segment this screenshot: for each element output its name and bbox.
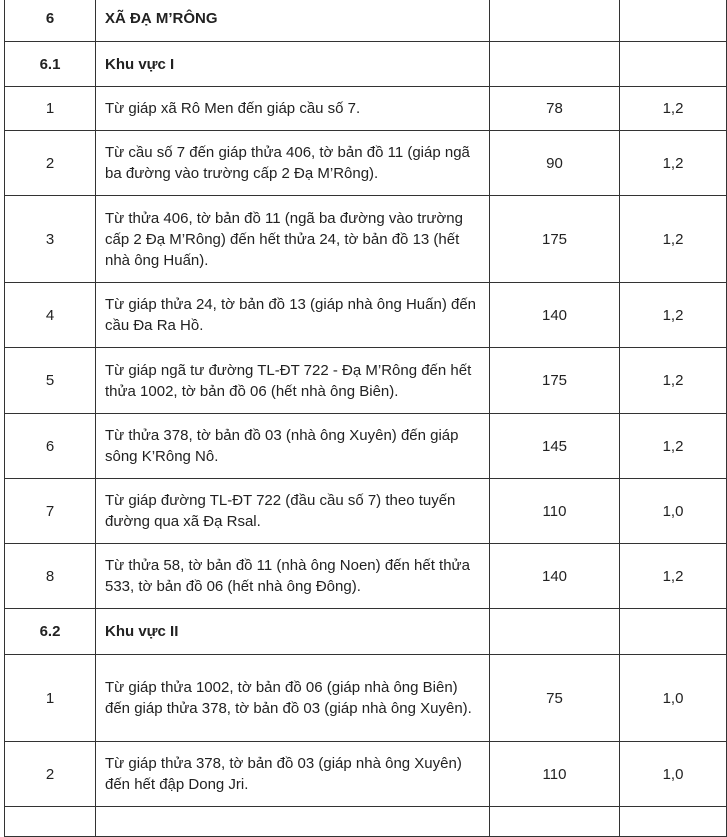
table-row	[5, 655, 727, 742]
cell-value	[490, 609, 620, 655]
cell-desc: Từ thửa 58, tờ bản đồ 11 (nhà ông Noen) đến hết thửa 533, tờ bản đồ 06 (hết nhà ông Đông).	[96, 544, 490, 609]
cell-value: 140	[490, 283, 620, 348]
cell-value: 175	[490, 196, 620, 283]
table-row	[5, 348, 727, 414]
cell-no: 8	[5, 544, 96, 609]
table-row	[5, 87, 727, 131]
table-body	[5, 0, 727, 837]
cell-coef: 1,2	[620, 414, 727, 479]
table-row	[5, 479, 727, 544]
cell-coef: 1,0	[620, 479, 727, 544]
cell-no: 6	[5, 0, 96, 42]
section-row	[5, 609, 727, 655]
cell-value	[490, 42, 620, 87]
cell-no: 2	[5, 131, 96, 196]
table-row	[5, 544, 727, 609]
cell-desc: Từ thửa 406, tờ bản đồ 11 (ngã ba đường vào trường cấp 2 Đạ M’Rông) đến hết thửa 24, tờ bản đồ 13 (hết nhà ông Huấn).	[96, 196, 490, 283]
cell-desc	[96, 807, 490, 837]
cell-value	[490, 807, 620, 837]
cell-no: 6.2	[5, 609, 96, 655]
table-row	[5, 414, 727, 479]
cell-desc: Từ giáp xã Rô Men đến giáp cầu số 7.	[96, 87, 490, 131]
cell-value: 145	[490, 414, 620, 479]
cell-coef: 1,2	[620, 544, 727, 609]
table-row	[5, 283, 727, 348]
cell-no: 1	[5, 87, 96, 131]
cell-coef: 1,2	[620, 131, 727, 196]
cell-desc: Từ giáp ngã tư đường TL-ĐT 722 - Đạ M’Rông đến hết thửa 1002, tờ bản đồ 06 (hết nhà ông Biên).	[96, 348, 490, 414]
cell-value: 75	[490, 655, 620, 742]
cell-coef	[620, 807, 727, 837]
cell-desc: Khu vực I	[96, 42, 490, 87]
cell-coef: 1,0	[620, 742, 727, 807]
cell-coef: 1,0	[620, 655, 727, 742]
cell-desc: Khu vực II	[96, 609, 490, 655]
cell-value: 90	[490, 131, 620, 196]
section-row	[5, 42, 727, 87]
cell-no: 2	[5, 742, 96, 807]
cell-no: 6	[5, 414, 96, 479]
cell-coef: 1,2	[620, 348, 727, 414]
cell-value: 78	[490, 87, 620, 131]
cell-desc: Từ giáp thửa 378, tờ bản đồ 03 (giáp nhà ông Xuyên) đến hết đập Dong Jri.	[96, 742, 490, 807]
cell-coef: 1,2	[620, 196, 727, 283]
cell-no: 3	[5, 196, 96, 283]
cell-desc: Từ cầu số 7 đến giáp thửa 406, tờ bản đồ 11 (giáp ngã ba đường vào trường cấp 2 Đạ M’Rông).	[96, 131, 490, 196]
cell-value: 110	[490, 479, 620, 544]
section-row	[5, 0, 727, 42]
cell-desc: Từ giáp thửa 1002, tờ bản đồ 06 (giáp nhà ông Biên) đến giáp thửa 378, tờ bản đồ 03 (giáp nhà ông Xuyên).	[96, 655, 490, 742]
cell-coef	[620, 0, 727, 42]
cell-no: 1	[5, 655, 96, 742]
cell-no: 5	[5, 348, 96, 414]
table-row	[5, 196, 727, 283]
cell-coef	[620, 609, 727, 655]
cell-desc: Từ thửa 378, tờ bản đồ 03 (nhà ông Xuyên) đến giáp sông K’Rông Nô.	[96, 414, 490, 479]
cell-desc: Từ giáp thửa 24, tờ bản đồ 13 (giáp nhà ông Huấn) đến cầu Đa Ra Hồ.	[96, 283, 490, 348]
cell-no: 7	[5, 479, 96, 544]
table-row	[5, 131, 727, 196]
cell-no	[5, 807, 96, 837]
cell-value: 110	[490, 742, 620, 807]
cell-desc: Từ giáp đường TL-ĐT 722 (đầu cầu số 7) theo tuyến đường qua xã Đạ Rsal.	[96, 479, 490, 544]
table-row	[5, 742, 727, 807]
cell-coef: 1,2	[620, 87, 727, 131]
cell-desc: XÃ ĐẠ M’RÔNG	[96, 0, 490, 42]
cell-value	[490, 0, 620, 42]
table-row	[5, 807, 727, 837]
cell-coef	[620, 42, 727, 87]
cell-no: 4	[5, 283, 96, 348]
land-price-table	[4, 0, 727, 837]
cell-value: 140	[490, 544, 620, 609]
cell-value: 175	[490, 348, 620, 414]
cell-no: 6.1	[5, 42, 96, 87]
cell-coef: 1,2	[620, 283, 727, 348]
